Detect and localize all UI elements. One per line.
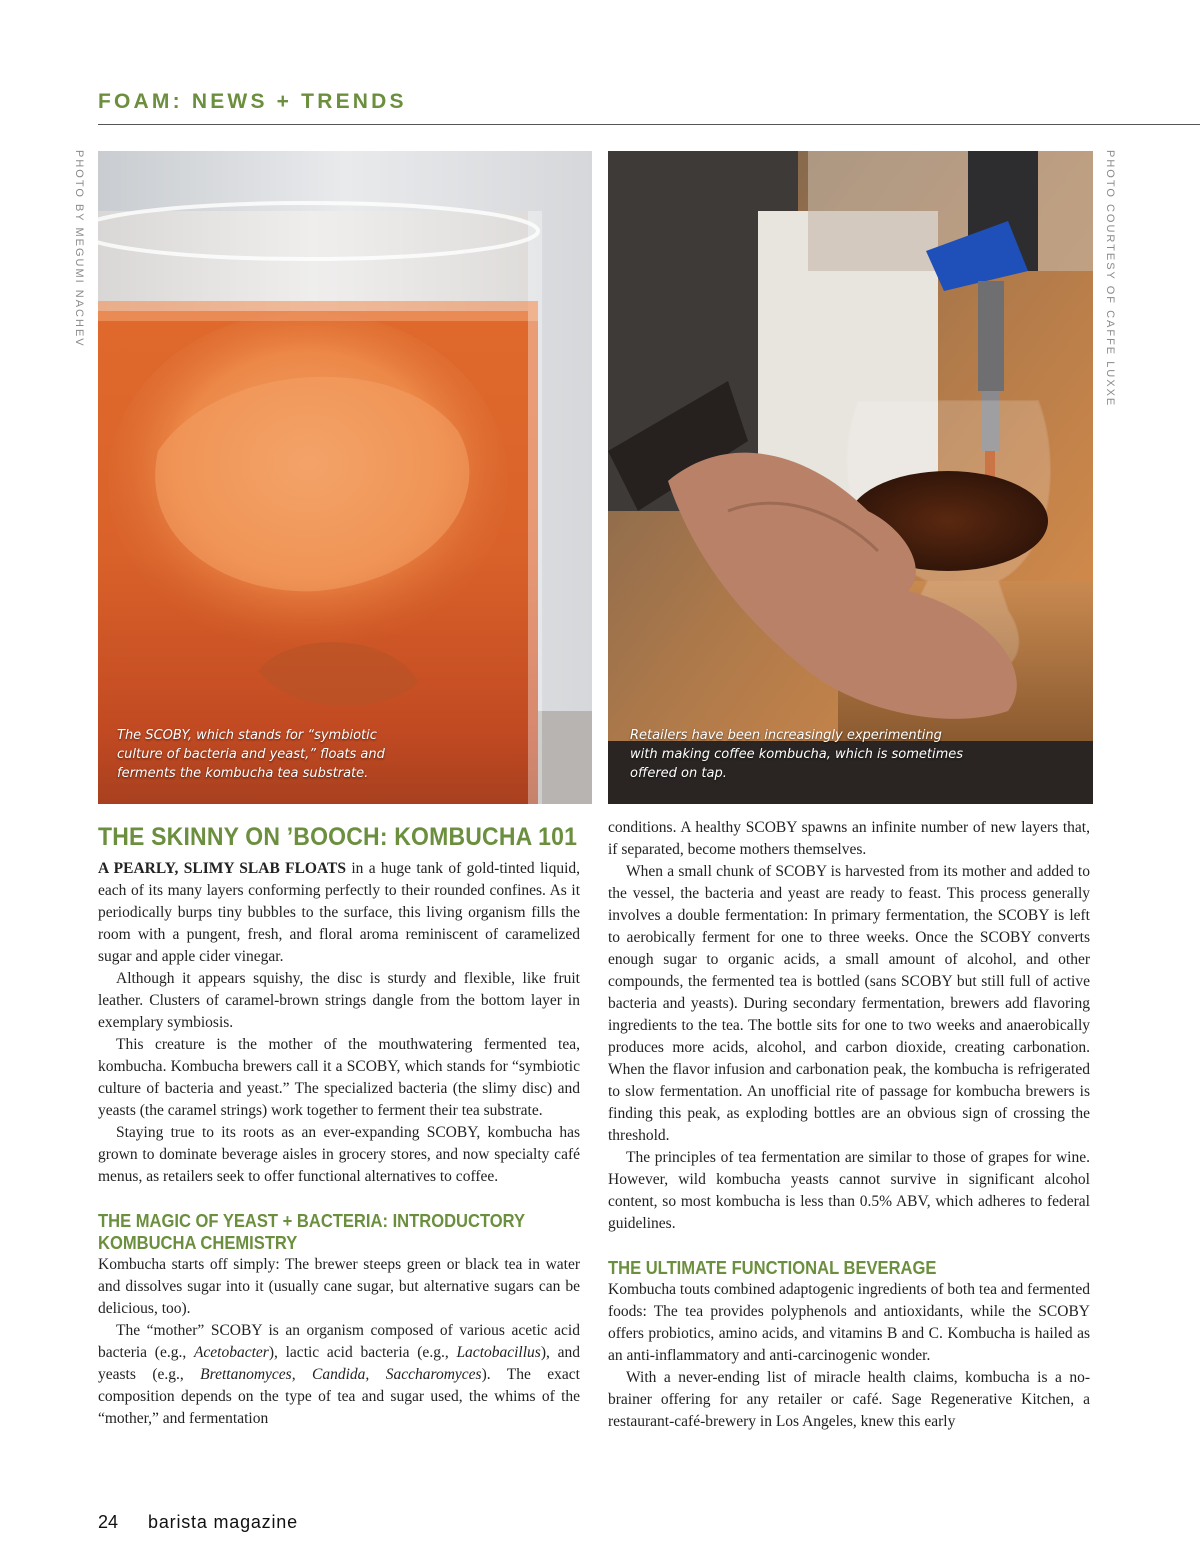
genus-yeasts: Brettanomyces, Candida, Saccharomyces: [200, 1366, 482, 1383]
article-title: THE SKINNY ON ’BOOCH: KOMBUCHA 101: [98, 823, 578, 851]
section-header: FOAM: NEWS + TRENDS: [98, 90, 407, 113]
page-footer: [98, 1512, 298, 1533]
paragraph-5: Kombucha starts off simply: The brewer steeps green or black tea in water and dissolves sugar into it (usually cane sugar, but alternative sugars can be delicious, too).: [98, 1256, 580, 1317]
paragraph-2: Although it appears squishy, the disc is sturdy and flexible, like fruit leather. Clusters of caramel-brown strings dangle from the bottom layer in exemplary symbiosis.: [98, 970, 580, 1031]
page-number: 24: [98, 1512, 119, 1532]
paragraph-1: [98, 858, 580, 968]
paragraph-r4: Kombucha touts combined adaptogenic ingredients of both tea and fermented foods: The tea provides polyphenols and antioxidants, while the SCOBY offers probiotics, amino acids, and vitamins B and C. Kombucha is hailed as an anti-inflammatory and anti-carcinogenic wonder.: [608, 1281, 1090, 1364]
article-column-right: [608, 817, 1090, 1433]
paragraph-r5: With a never-ending list of miracle health claims, kombucha is a no-brainer offering for any retailer or café. Sage Regenerative Kitchen, a restaurant-café-brewery in Los Angeles, knew this early: [608, 1369, 1090, 1430]
caption-left: The SCOBY, which stands for “symbiotic culture of bacteria and yeast,” floats and ferments the kombucha tea substrate.: [117, 728, 385, 781]
caption-right: Retailers have been increasingly experimenting with making coffee kombucha, which is sometimes offered on tap.: [630, 728, 964, 781]
article-column-left: [98, 820, 580, 1430]
kombucha-tap-photo: [608, 151, 1093, 804]
subhead-chemistry: THE MAGIC OF YEAST + BACTERIA: INTRODUCTORY KOMBUCHA CHEMISTRY: [98, 1211, 525, 1253]
paragraph-r2: When a small chunk of SCOBY is harvested from its mother and added to the vessel, the bacteria and yeast are ready to feast. This process generally involves a double fermentation: In primary fermentation, the SCOBY is left to aerobically ferment for one to three weeks. Once the SCOBY converts enough sugar to organic acids, a small amount of alcohol, and other compounds, the fermented tea is bottled (sans SCOBY but still full of active bacteria and yeasts). During secondary fermentation, brewers add flavoring ingredients to the tea. The bottle sits for one to two weeks and anaerobically produces more acids, alcohol, and carbon dioxide, creating carbonation. When the flavor infusion and carbonation peak, the kombucha is refrigerated to slow fermentation. An unofficial rite of passage for kombucha brewers is finding this peak, as exploding bottles are an obvious sign of crossing the threshold.: [608, 863, 1090, 1144]
paragraph-4: Staying true to its roots as an ever-expanding SCOBY, kombucha has grown to dominate beverage aisles in grocery stores, and now specialty café menus, as retailers seek to offer functional alternatives to coffee.: [98, 1124, 580, 1185]
paragraph-1-text: in a huge tank of gold-tinted liquid, each of its many layers conforming perfectly to their rounded confines. As it periodically burps tiny bubbles to the surface, this living organism fills the room with a pungent, fresh, and floral aroma reminiscent of caramelized sugar and apple cider vinegar.: [98, 860, 581, 965]
paragraph-r1: conditions. A healthy SCOBY spawns an infinite number of new layers that, if separated, become mothers themselves.: [608, 819, 1090, 858]
paragraph-r3: The principles of tea fermentation are similar to those of grapes for wine. However, wild kombucha yeasts cannot survive in significant alcohol content, so most kombucha is less than 0.5% ABV, which adheres to federal guidelines.: [608, 1149, 1090, 1232]
publication-name: barista magazine: [148, 1512, 298, 1532]
scoby-jar-photo: [98, 151, 592, 804]
genus-lactobacillus: Lactobacillus: [456, 1344, 541, 1361]
header-rule: [98, 124, 1200, 125]
subhead-functional-beverage: THE ULTIMATE FUNCTIONAL BEVERAGE: [608, 1258, 937, 1278]
paragraph-6: The “mother” SCOBY is an organism composed of various acetic acid bacteria (e.g., Acetobacter), lactic acid bacteria (e.g., Lactobacillus), and yeasts (e.g., Brettanomyces, Candida, Saccharomyces). The exact composition depends on the type of tea and sugar used, the whims of the “mother,” and fermentation: [98, 1322, 580, 1427]
lead-in: A PEARLY, SLIMY SLAB FLOATS: [98, 860, 346, 877]
photo-credit-right: PHOTO COURTESY OF CAFFE LUXXE: [1104, 150, 1116, 408]
paragraph-3: This creature is the mother of the mouthwatering fermented tea, kombucha. Kombucha brewers call it a SCOBY, which stands for “symbiotic culture of bacteria and yeast.” The specialized bacteria (the slimy disc) and yeasts (the caramel strings) work together to ferment their tea substrate.: [98, 1036, 580, 1119]
photo-credit-left: PHOTO BY MEGUMI NACHEV: [73, 150, 85, 348]
genus-acetobacter: Acetobacter: [193, 1344, 269, 1361]
